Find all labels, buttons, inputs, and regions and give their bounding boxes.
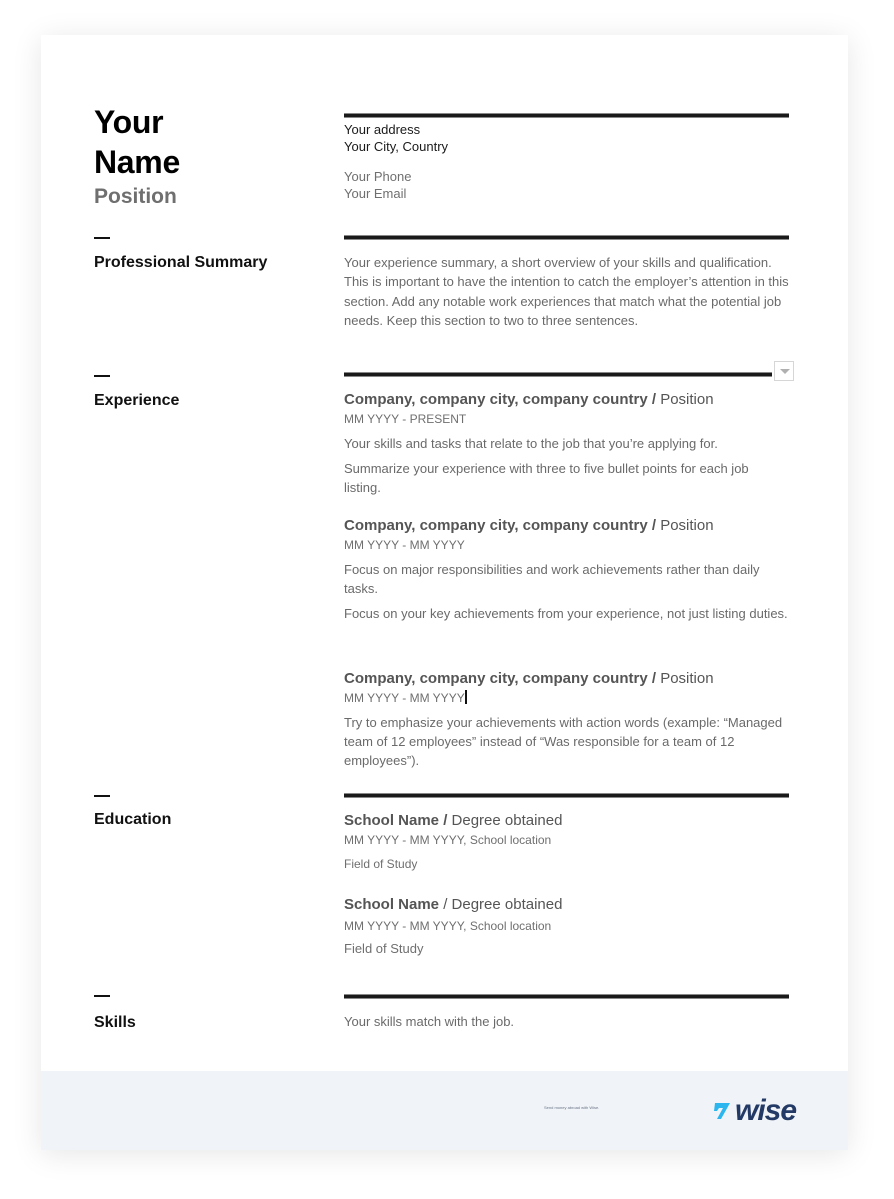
school-name: School Name / xyxy=(344,812,448,829)
phone[interactable]: Your Phone xyxy=(344,169,412,184)
job-position: Position xyxy=(660,670,714,687)
job-heading[interactable] xyxy=(344,669,789,689)
school-heading[interactable] xyxy=(344,811,789,831)
section-dash xyxy=(94,237,110,239)
job-dates: MM YYYY - MM YYYY xyxy=(344,691,465,705)
chevron-down-icon[interactable] xyxy=(774,361,794,381)
job-description[interactable]: Try to emphasize your achievements with action words (example: “Managed team of 12 employees” instead of “Was responsible for a team of 12 employees”). xyxy=(344,715,783,768)
job-description[interactable]: Focus on your key achievements from your experience, not just listing duties. xyxy=(344,606,788,621)
job-description[interactable]: Focus on major responsibilities and work achievements rather than daily tasks. xyxy=(344,562,760,596)
job-position: Position xyxy=(660,517,714,534)
wise-logo[interactable] xyxy=(712,1096,796,1126)
skills-text[interactable]: Your skills match with the job. xyxy=(344,1014,515,1029)
wise-wordmark: wise xyxy=(735,1094,797,1127)
job-company: Company, company city, company country / xyxy=(344,391,657,408)
section-label-experience: Experience xyxy=(94,392,180,409)
section-label-education: Education xyxy=(94,811,172,828)
school-heading[interactable] xyxy=(344,895,789,915)
job-position: Position xyxy=(660,391,714,408)
school-entry xyxy=(344,811,789,872)
summary-text[interactable]: Your experience summary, a short overview of your skills and qualification. This is important to have the intention to catch the employer’s attention in this section. Add any notable work experiences that match what the potential job needs. Keep this section to two to three sentences. xyxy=(344,255,789,328)
job-entry xyxy=(344,669,789,770)
field-of-study[interactable]: Field of Study xyxy=(344,857,418,871)
degree: Degree obtained xyxy=(451,812,563,829)
first-name[interactable]: Your xyxy=(94,104,164,140)
section-dash xyxy=(94,375,110,377)
job-dates-wrapper[interactable] xyxy=(344,690,789,706)
job-company: Company, company city, company country / xyxy=(344,670,657,687)
last-name[interactable]: Name xyxy=(94,144,180,180)
city-country[interactable]: Your City, Country xyxy=(344,139,449,154)
job-description[interactable]: Your skills and tasks that relate to the job that you’re applying for. xyxy=(344,436,718,451)
footer xyxy=(41,1071,848,1150)
contact-block xyxy=(344,121,789,202)
school-dates-location[interactable]: MM YYYY - MM YYYY, School location xyxy=(344,919,552,933)
address[interactable]: Your address xyxy=(344,122,421,137)
section-dash xyxy=(94,795,110,797)
position-title[interactable]: Position xyxy=(94,185,177,208)
resume-page xyxy=(41,35,848,1150)
divider-rule xyxy=(344,372,772,377)
divider-rule xyxy=(344,793,789,798)
job-entry xyxy=(344,516,789,623)
section-label-summary: Professional Summary xyxy=(94,254,268,271)
job-description[interactable]: Summarize your experience with three to five bullet points for each job listing. xyxy=(344,461,749,495)
footer-tagline[interactable]: Send money abroad with Wise. xyxy=(544,1105,600,1110)
school-entry xyxy=(344,895,789,957)
text-cursor xyxy=(465,690,467,704)
field-of-study[interactable]: Field of Study xyxy=(344,941,424,956)
job-entry xyxy=(344,390,789,497)
job-heading[interactable] xyxy=(344,390,789,410)
job-company: Company, company city, company country / xyxy=(344,517,657,534)
divider-rule xyxy=(344,235,789,240)
degree: / Degree obtained xyxy=(443,896,563,913)
section-label-skills: Skills xyxy=(94,1014,136,1031)
section-dash xyxy=(94,995,110,997)
job-dates[interactable]: MM YYYY - PRESENT xyxy=(344,412,467,426)
email[interactable]: Your Email xyxy=(344,186,407,201)
name-block xyxy=(94,102,180,210)
job-heading[interactable] xyxy=(344,516,789,536)
school-dates-location[interactable]: MM YYYY - MM YYYY, School location xyxy=(344,833,552,847)
job-dates[interactable]: MM YYYY - MM YYYY xyxy=(344,538,465,552)
divider-rule xyxy=(344,994,789,999)
school-name: School Name xyxy=(344,896,440,913)
wise-flag-icon xyxy=(712,1100,734,1122)
divider-rule xyxy=(344,113,789,118)
